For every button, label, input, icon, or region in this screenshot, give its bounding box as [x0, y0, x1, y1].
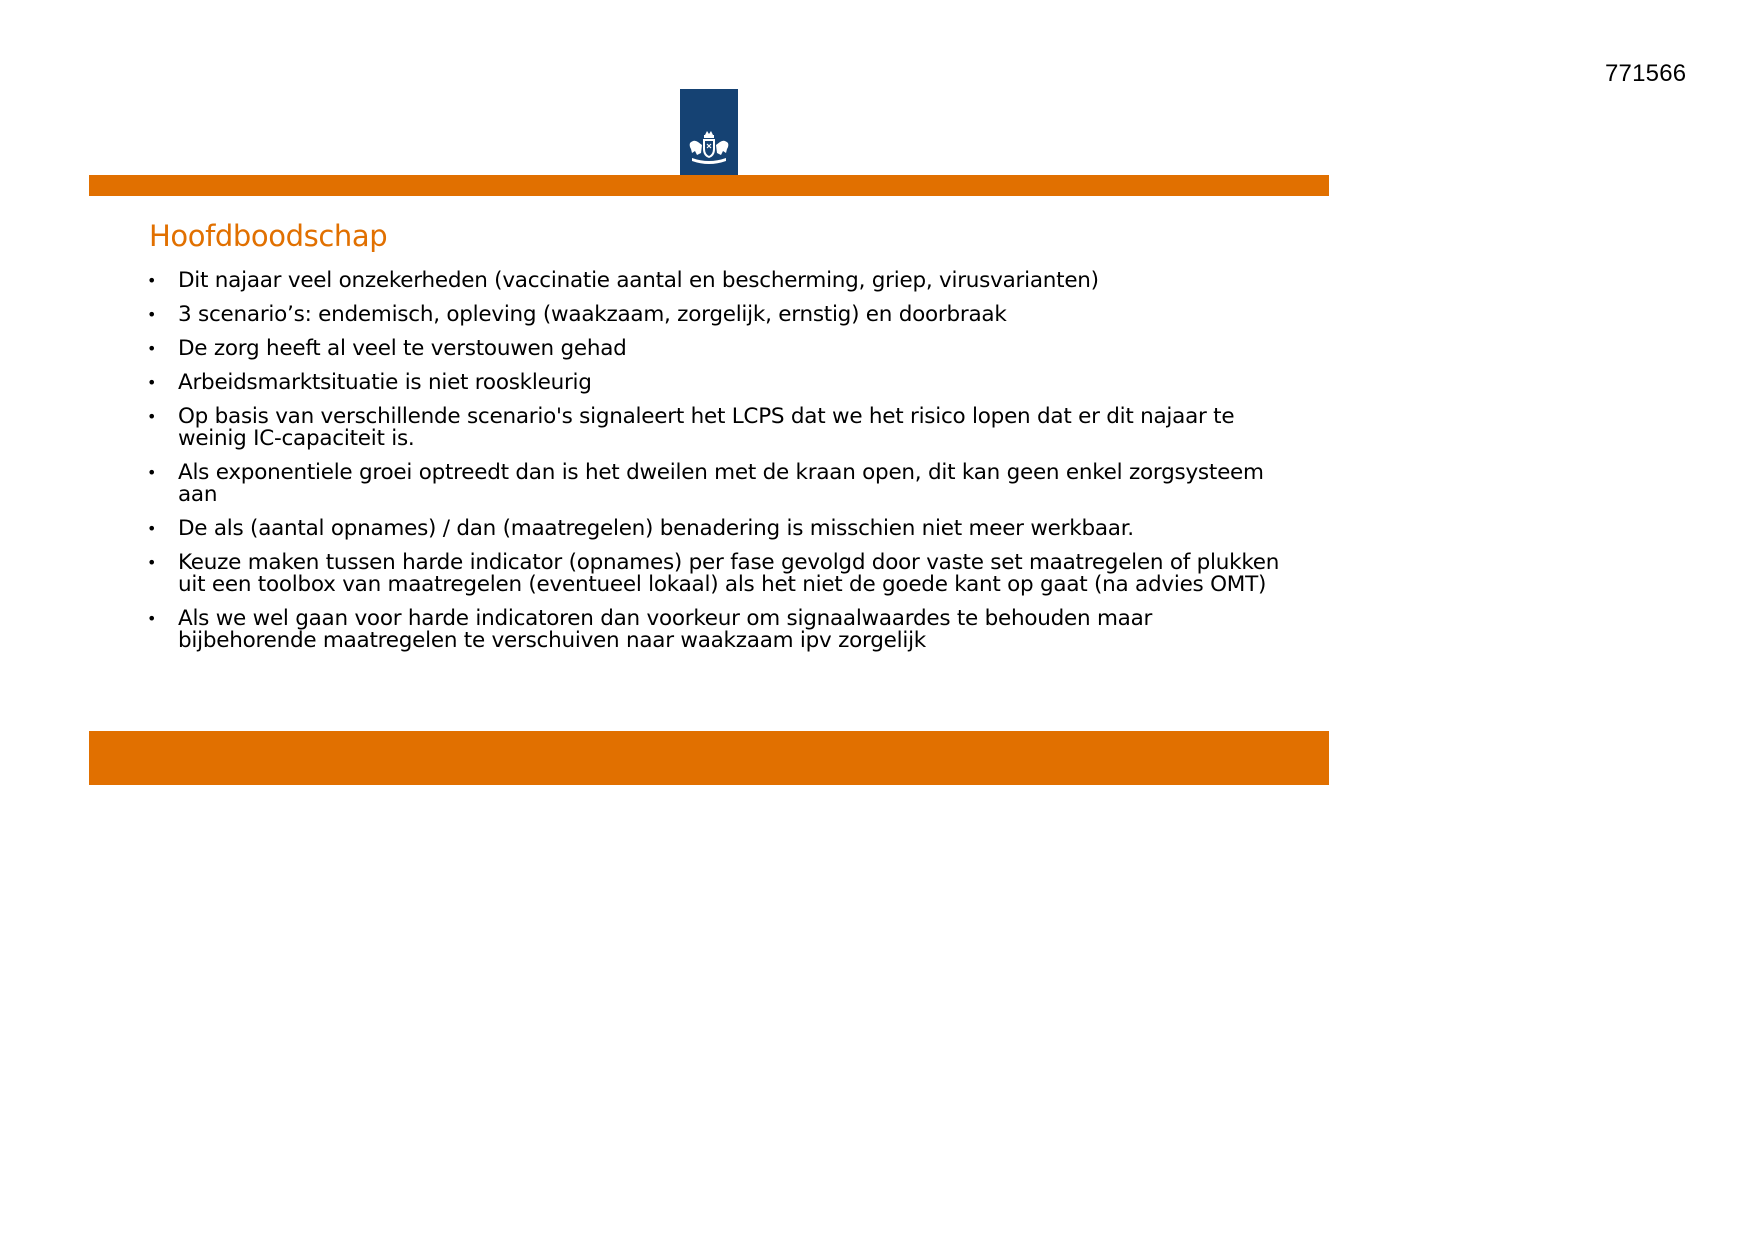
bullet-text: Op basis van verschillende scenario's signaleert het LCPS dat we het risico lopen dat er dit najaar te weinig IC-capaciteit is. — [178, 404, 1235, 451]
bullet-list — [147, 270, 1287, 664]
bullet-text: Arbeidsmarktsituatie is niet rooskleurig — [178, 370, 592, 395]
bullet-item — [147, 462, 1287, 506]
bullet-icon: • — [147, 463, 157, 482]
header-accent-bar — [89, 175, 1329, 196]
government-logo — [680, 89, 738, 176]
bullet-icon: • — [147, 339, 157, 358]
bullet-item — [147, 304, 1287, 326]
bullet-icon: • — [147, 609, 157, 628]
bullet-icon: • — [147, 271, 157, 290]
bullet-item — [147, 518, 1287, 540]
rijksoverheid-coat-of-arms-icon — [686, 129, 732, 169]
bullet-text: De zorg heeft al veel te verstouwen gehad — [178, 336, 627, 361]
footer-accent-bar — [89, 731, 1329, 785]
bullet-text: Als exponentiele groei optreedt dan is het dweilen met de kraan open, dit kan geen enkel zorgsysteem aan — [178, 460, 1264, 507]
bullet-item — [147, 338, 1287, 360]
bullet-item — [147, 270, 1287, 292]
bullet-icon: • — [147, 373, 157, 392]
bullet-text: De als (aantal opnames) / dan (maatregelen) benadering is misschien niet meer werkbaar. — [178, 516, 1134, 541]
bullet-icon: • — [147, 407, 157, 426]
slide-title: Hoofdboodschap — [149, 219, 388, 253]
bullet-item — [147, 372, 1287, 394]
bullet-item — [147, 552, 1287, 596]
bullet-text: Dit najaar veel onzekerheden (vaccinatie aantal en bescherming, griep, virusvarianten) — [178, 268, 1099, 293]
bullet-item — [147, 406, 1287, 450]
bullet-text: Keuze maken tussen harde indicator (opnames) per fase gevolgd door vaste set maatregelen of plukken uit een toolbox van maatregelen (eventueel lokaal) als het niet de goede kant op gaat (na advies OMT) — [178, 550, 1280, 597]
bullet-text: Als we wel gaan voor harde indicatoren dan voorkeur om signaalwaardes te behouden maar bijbehorende maatregelen te verschuiven naar waakzaam ipv zorgelijk — [178, 606, 1153, 653]
bullet-icon: • — [147, 305, 157, 324]
bullet-text: 3 scenario’s: endemisch, opleving (waakzaam, zorgelijk, ernstig) en doorbraak — [178, 302, 1007, 327]
bullet-icon: • — [147, 519, 157, 538]
document-number: 771566 — [1605, 60, 1687, 87]
bullet-item — [147, 608, 1287, 652]
bullet-icon: • — [147, 553, 157, 572]
